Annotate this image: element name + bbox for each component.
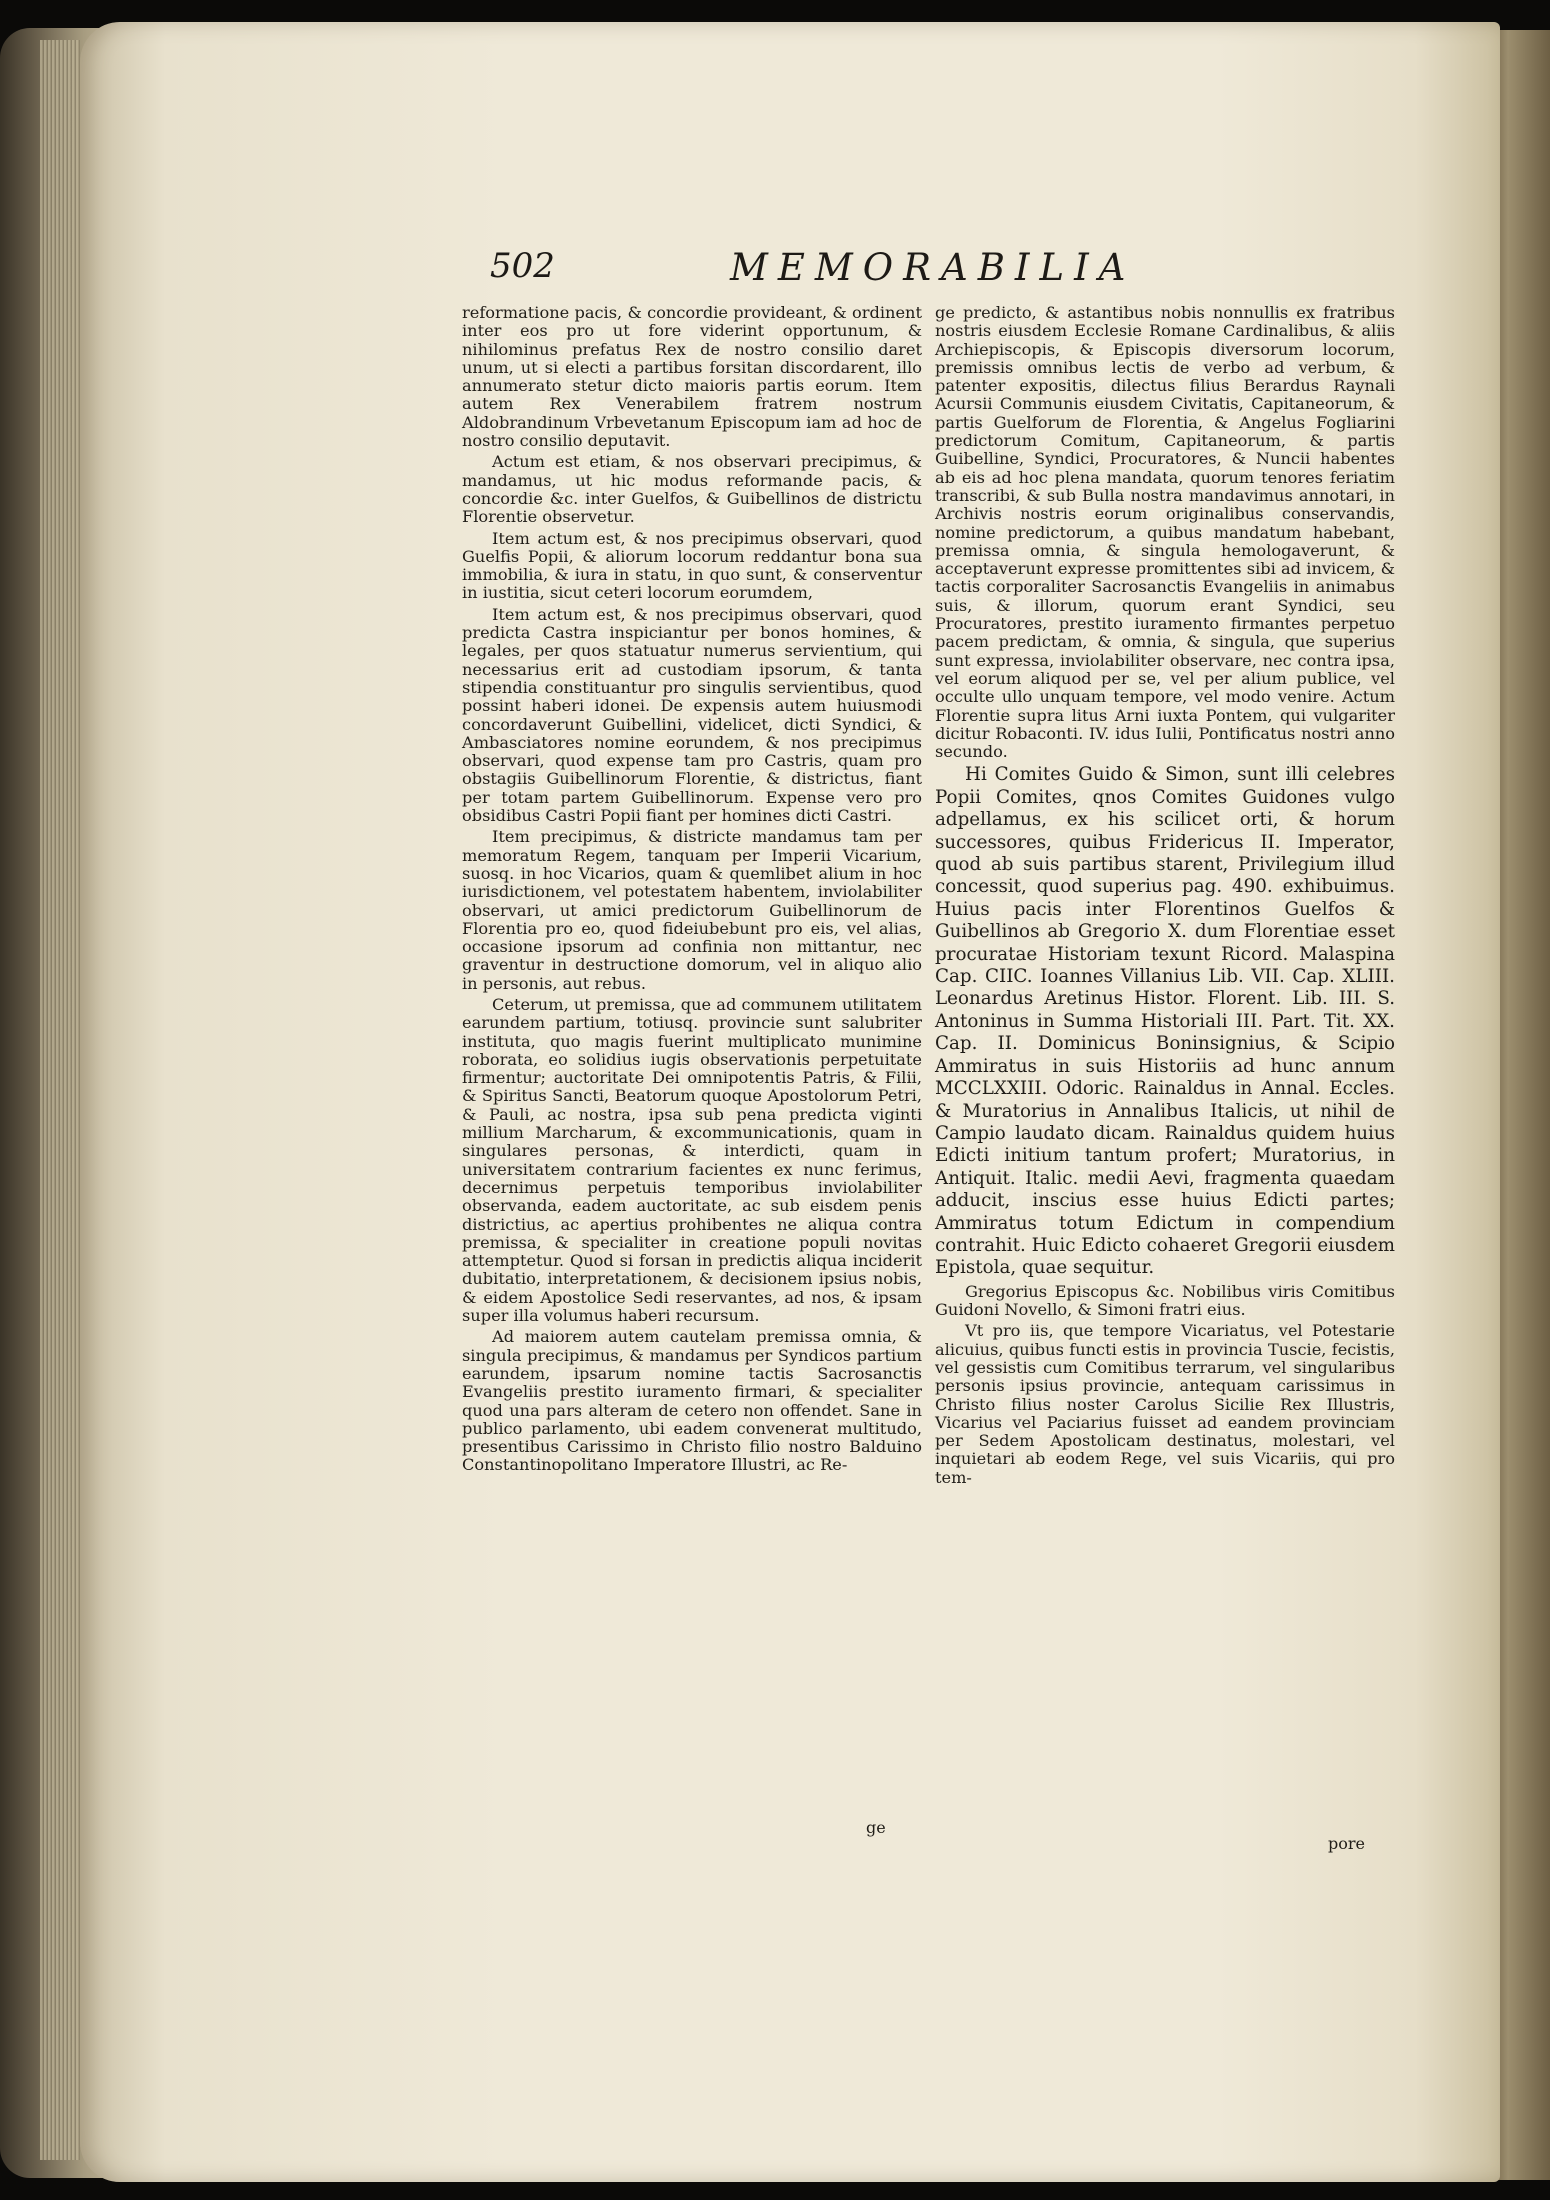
letter-salutation: Gregorius Episcopus &c. Nobilibus viris Comitibus Guidoni Novello, & Simoni fratri eius. [935,1281,1395,1320]
left-paragraph: reformatione pacis, & concordie provideant, & ordinent inter eos pro ut fore viderint opportunum, & nihilominus prefatus Rex de nostro consilio daret unum, ut si electi a partibus forsitan discordarent, illo annumerato stetur dicto maioris partis eorum. Item autem Rex Venerabilem fratrem nostrum Aldobrandinum Vrbevetanum Episcopum iam ad hoc de nostro consilio deputavit. [462,303,922,451]
page-stack-edges [40,40,80,2160]
left-paragraph: Actum est etiam, & nos observari precipimus, & mandamus, ut hic modus reformande pacis, & concordie &c. inter Guelfos, & Guibellinos de districtu Florentie observetur. [462,452,922,527]
right-paragraph: ge predicto, & astantibus nobis nonnullis ex fratribus nostris eiusdem Ecclesie Romane Cardinalibus, & aliis Archiepiscopis, & Episcopis diversorum locorum, premissis omnibus lectis de verbo ad verbum, & patenter expositis, dilectus filius Berardus Raynali Acursii Communis eiusdem Civitatis, Capitaneorum, & partis Guelforum de Florentia, & Angelus Fogliarini predictorum Comitum, Capitaneorum, & partis Guibelline, Syndici, Procuratores, & Nuncii habentes ab eis ad hoc plena mandata, quorum tenores feriatim transcribi, & sub Bulla nostra mandavimus annotari, in Archivis nostris eorum originalibus conservandis, nomine predictorum, a quibus mandatum habebant, premissa omnia, & singula hemologaverunt, & acceptaverunt expresse promittentes sibi ad invicem, & tactis corporaliter Sacrosanctis Evangeliis in animabus suis, & illorum, quorum erant Syndici, seu Procuratores, prestito iuramento firmantes perpetuo pacem predictam, & omnia, & singula, que superius sunt expressa, inviolabiliter observare, nec contra ipsa, vel eorum aliquod per se, vel per alium publice, vel occulte ullo unquam tempore, vel modo venire. Actum Florentie supra litus Arni iuxta Pontem, qui vulgariter dicitur Robaconti. IV. idus Iulii, Pontificatus nostri anno secundo. [935,303,1395,762]
left-paragraph: Item precipimus, & districte mandamus tam per memoratum Regem, tanquam per Imperii Vicarium, suosq. in hoc Vicarios, quam & quemlibet alium in hoc iurisdictionem, vel potestatem habentem, inviolabiliter observari, ut amici predictorum Guibellinorum de Florentia pro eo, quod fideiubebunt pro eis, vel alias, occasione ipsorum ad confinia non mittantur, nec graventur in destructione domorum, vel in aliquo alio in personis, aut rebus. [462,827,922,993]
left-catchword: ge [866,1818,886,1837]
right-column [935,304,1395,1490]
letter-body: Vt pro iis, que tempore Vicariatus, vel Potestarie alicuius, quibus functi estis in provincia Tuscie, fecistis, vel gessistis cum Comitibus terrarum, vel singularibus personis ipsius provincie, antequam carissimus in Christo filius noster Carolus Sicilie Rex Illustris, Vicarius vel Paciarius fuisset ad eandem provinciam per Sedem Apostolicam destinatus, molestari, vel inquietari ab eodem Rege, vel suis Vicariis, qui pro tem- [935,1321,1395,1487]
right-catchword: pore [1328,1834,1365,1853]
left-paragraph: Ceterum, ut premissa, que ad communem utilitatem earundem partium, totiusq. provincie sunt salubriter instituta, quo magis fuerint multiplicato munimine roborata, eo solidius iugis observationis perpetuitate firmentur; auctoritate Dei omnipotentis Patris, & Filii, & Spiritus Sancti, Beatorum quoque Apostolorum Petri, & Pauli, ac nostra, ipsa sub pena predicta viginti millium Marcharum, & excommunicationis, quam in singulares personas, & interdicti, quam in universitatem contrarium facientes ex nunc ferimus, decernimus perpetuis temporibus inviolabiliter observanda, eadem auctoritate, ac sub eisdem penis districtius, ac apertius prohibentes ne aliqua contra premissa, & specialiter in creatione populi novitas attemptetur. Quod si forsan in predictis aliqua inciderit dubitatio, interpretationem, & decisionem ipsius nobis, & eidem Apostolice Sedi reservantes, ad nos, & ipsam super illa volumus haberi recursum. [462,994,922,1326]
left-paragraph: Item actum est, & nos precipimus observari, quod predicta Castra inspiciantur per bonos homines, & legales, per quos statuatur numerus servientium, qui necessarius erit ad custodiam ipsorum, & tanta stipendia constituantur pro singulis servientibus, quod possint haberi idonei. De expensis autem huiusmodi concordaverunt Guibellini, videlicet, dicti Syndici, & Ambasciatores nomine eorundem, & nos precipimus observari, quod expense tam pro Castris, quam pro obstagiis Guibellinorum Florentie, & districtus, fiant per totam partem Guibellinorum. Expense vero pro obsidibus Castri Popii fiant per homines dicti Castri. [462,604,922,826]
running-title: MEMORABILIA [730,246,1136,289]
editor-commentary: Hi Comites Guido & Simon, sunt illi celebres Popii Comites, qnos Comites Guidones vulgo adpellamus, ex his scilicet orti, & horum successores, quibus Fridericus II. Imperator, quod ab suis partibus starent, Privilegium illud concessit, quod superius pag. 490. exhibuimus. Huius pacis inter Florentinos Guelfos & Guibellinos ab Gregorio X. dum Florentiae esset procuratae Historiam texunt Ricord. Malaspina Cap. CIIC. Ioannes Villanius Lib. VII. Cap. XLIII. Leonardus Aretinus Histor. Florent. Lib. III. S. Antoninus in Summa Historiali III. Part. Tit. XX. Cap. II. Dominicus Boninsignius, & Scipio Ammiratus in suis Historiis ad hunc annum MCCLXXIII. Odoric. Rainaldus in Annal. Eccles. & Muratorius in Annalibus Italicis, ut nihil de Campio laudato dicam. Rainaldus quidem huius Edicti initium tantum profert; Muratorius, in Antiquit. Italic. medii Aevi, fragmenta quaedam adducit, inscius esse huius Edicti partes; Ammiratus totum Edictum in compendium contrahit. Huic Edicto cohaeret Gregorii eiusdem Epistola, quae sequitur. [935,764,1395,1279]
left-paragraph: Ad maiorem autem cautelam premissa omnia, & singula precipimus, & mandamus per Syndicos partium earundem, ipsarum nomine tactis Sacrosanctis Evangeliis prestito iuramento firmari, & specialiter quod una pars alteram de cetero non offendet. Sane in publico parlamento, ubi eadem convenerat multitudo, presentibus Carissimo in Christo filio nostro Balduino Constantinopolitano Imperatore Illustri, ac Re- [462,1327,922,1475]
page-header [490,246,1150,306]
left-column [462,304,922,1478]
left-paragraph: Item actum est, & nos precipimus observari, quod Guelfis Popii, & aliorum locorum reddantur bona sua immobilia, & iura in statu, in quo sunt, & conserventur in iustitia, sicut ceteri locorum eorumdem, [462,528,922,603]
page-number: 502 [490,246,555,286]
